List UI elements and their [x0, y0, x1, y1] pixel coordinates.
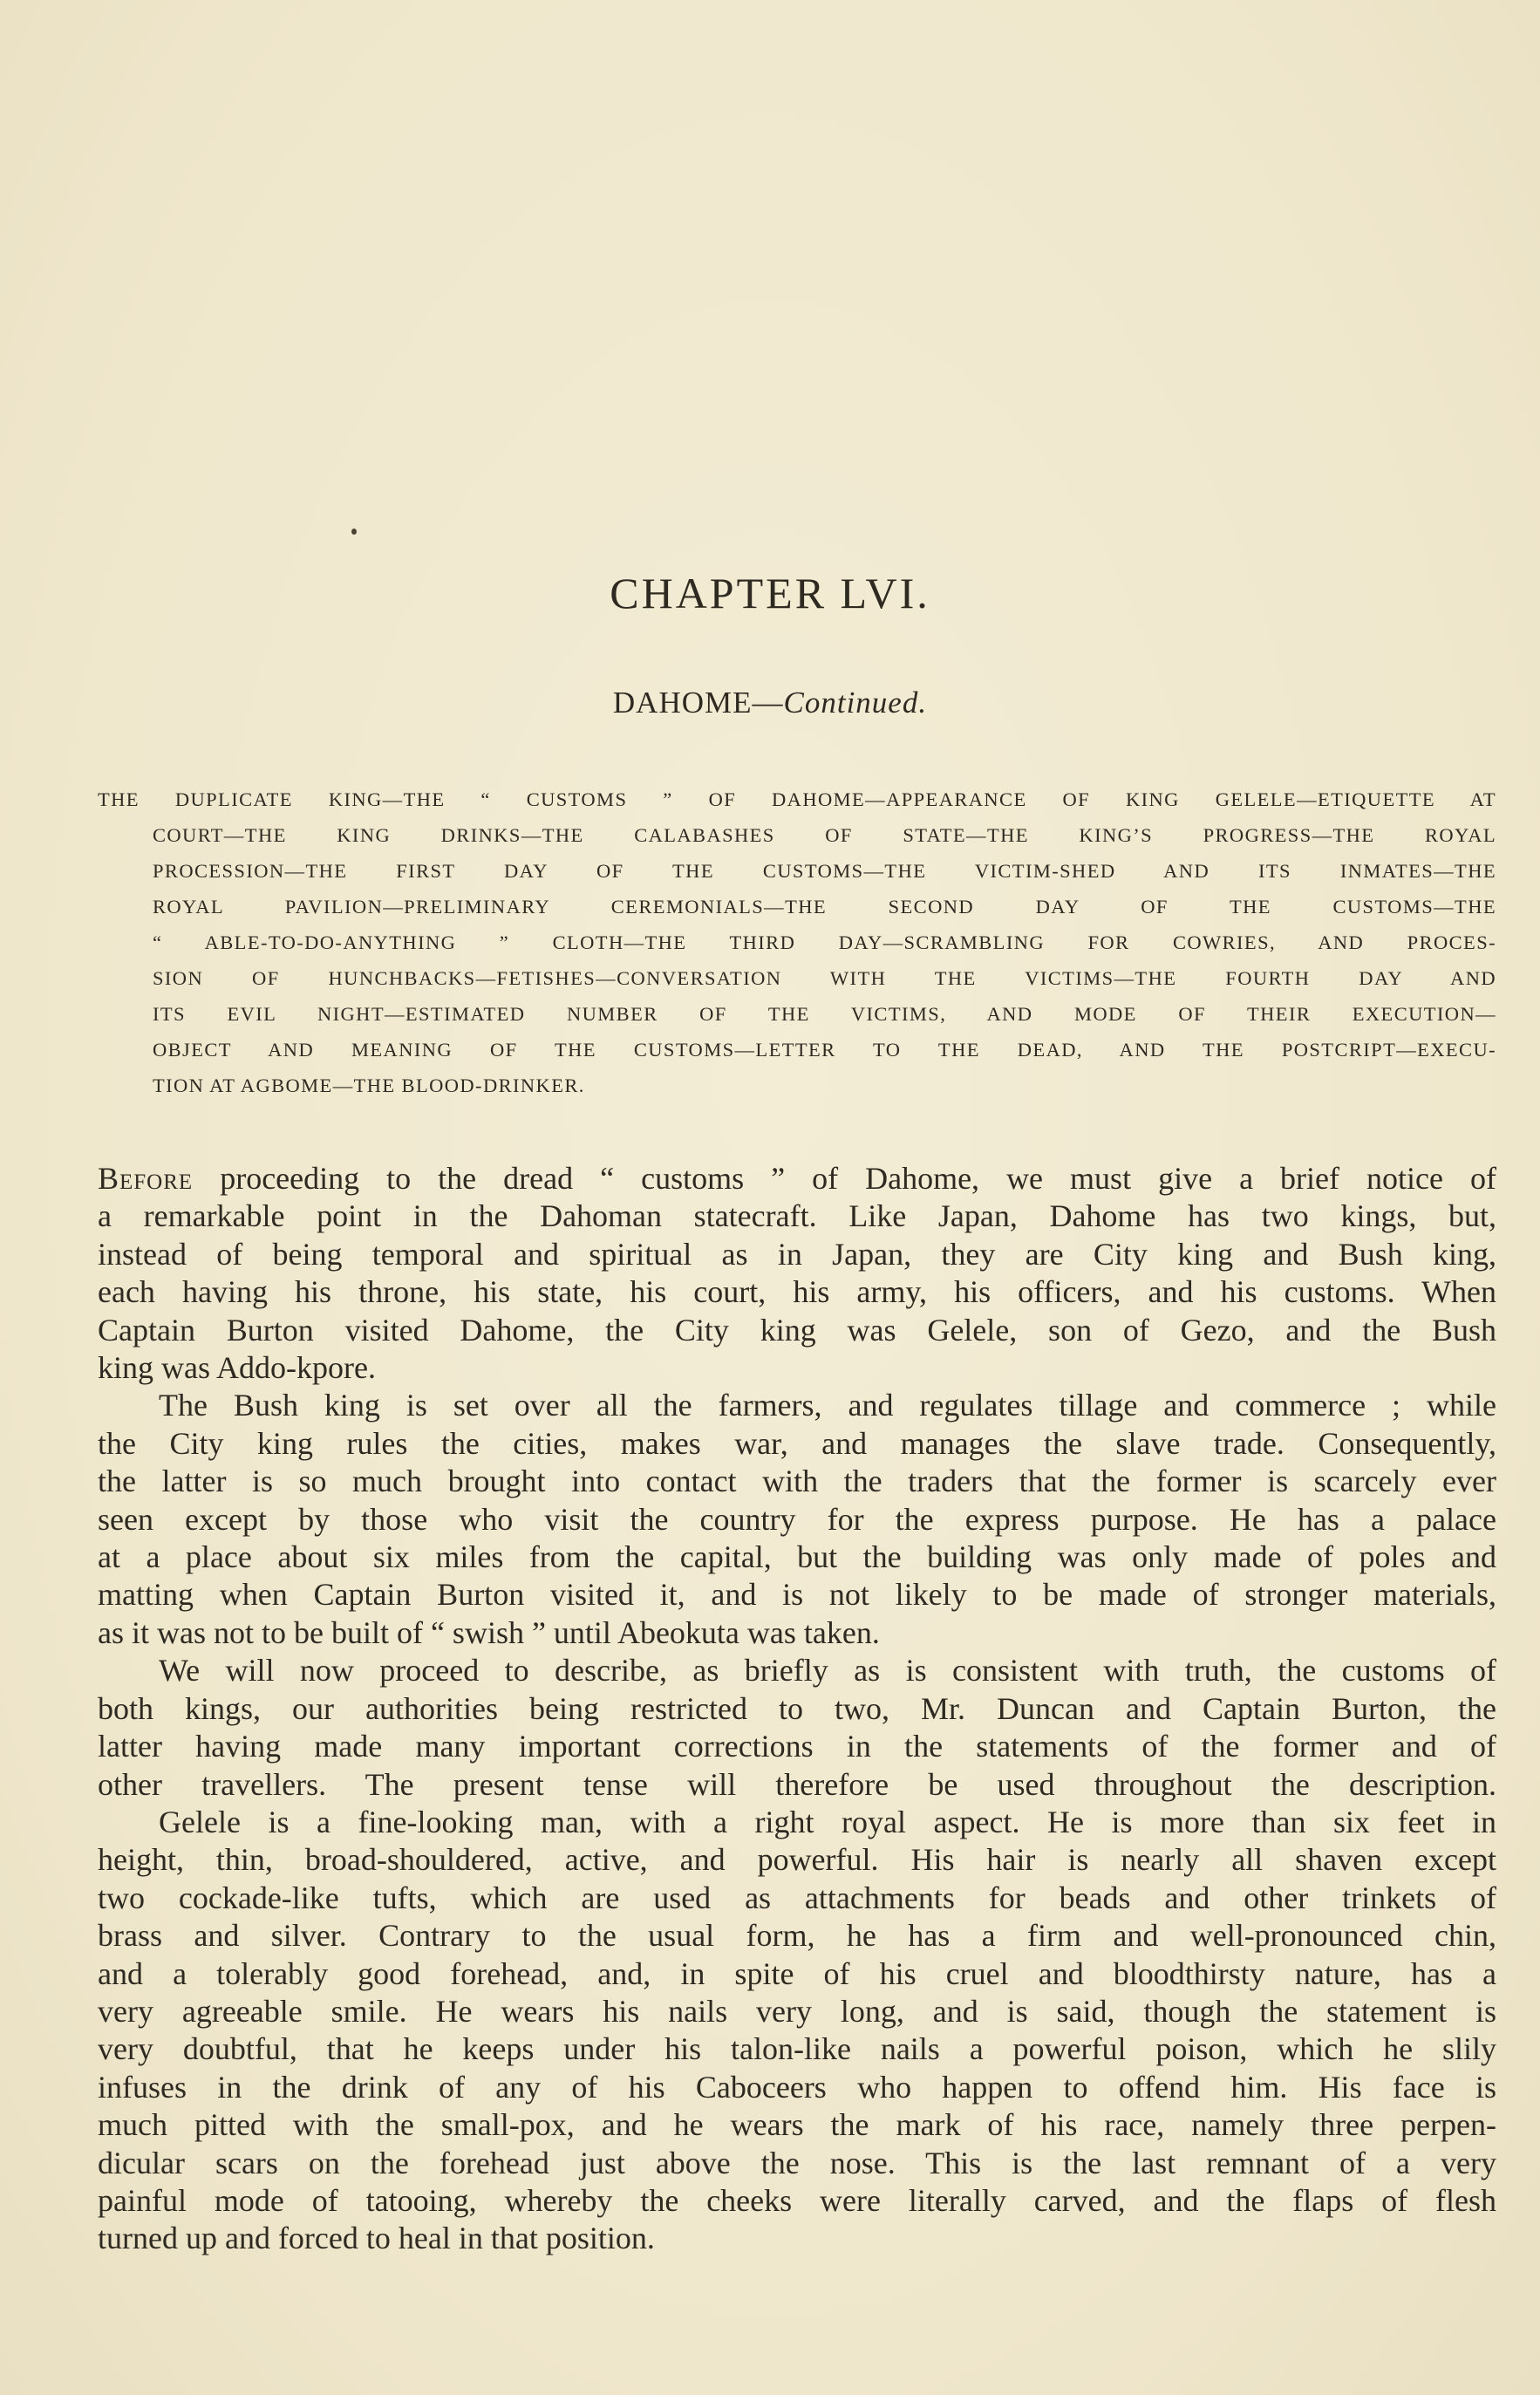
drop-word: Before	[98, 1161, 194, 1196]
chapter-subtitle	[0, 684, 1540, 722]
body-line: other travellers. The present tense will therefore be used throughout the description.	[98, 1766, 1496, 1802]
body-line: dicular scars on the forehead just above the nose. This is the last remnant of a very	[98, 2145, 1496, 2180]
subtitle-continued: Continued.	[783, 686, 928, 720]
synopsis-line: TION AT AGBOME—THE BLOOD-DRINKER.	[153, 1075, 585, 1096]
body-line: latter having made many important corrections in the statements of the former and of	[98, 1729, 1496, 1764]
synopsis-line: COURT—THE KING DRINKS—THE CALABASHES OF STATE—THE KING’S PROGRESS—THE ROYAL	[153, 824, 1496, 846]
body-line: height, thin, broad-shouldered, active, and powerful. His hair is nearly all shaven except	[98, 1842, 1496, 1878]
chapter-synopsis	[98, 781, 1496, 1103]
synopsis-line: PROCESSION—THE FIRST DAY OF THE CUSTOMS—THE VICTIM-SHED AND ITS INMATES—THE	[153, 860, 1496, 882]
body-line: a remarkable point in the Dahoman statecraft. Like Japan, Dahome has two kings, but,	[98, 1198, 1496, 1234]
synopsis-line: ITS EVIL NIGHT—ESTIMATED NUMBER OF THE VICTIMS, AND MODE OF THEIR EXECUTION—	[153, 1003, 1496, 1025]
synopsis-line: OBJECT AND MEANING OF THE CUSTOMS—LETTER TO THE DEAD, AND THE POSTCRIPT—EXECU-	[153, 1039, 1496, 1061]
body-line: two cockade-like tufts, which are used as attachments for beads and other trinkets of	[98, 1880, 1496, 1915]
synopsis-line: SION OF HUNCHBACKS—FETISHES—CONVERSATION WITH THE VICTIMS—THE FOURTH DAY AND	[153, 967, 1496, 989]
body-line: The Bush king is set over all the farmers, and regulates tillage and commerce ; while	[159, 1388, 1496, 1423]
body-line: both kings, our authorities being restricted to two, Mr. Duncan and Captain Burton, the	[98, 1690, 1496, 1726]
body-line-text: proceeding to the dread “ customs ” of Dahome, we must give a brief notice of	[193, 1161, 1496, 1196]
body-line: Captain Burton visited Dahome, the City king was Gelele, son of Gezo, and the Bush	[98, 1312, 1496, 1348]
subtitle-main: DAHOME—	[612, 686, 784, 720]
body-text	[98, 1160, 1496, 2258]
synopsis-line: THE DUPLICATE KING—THE “ CUSTOMS ” OF DAHOME—APPEARANCE OF KING GELELE—ETIQUETTE AT	[98, 788, 1496, 810]
body-line: instead of being temporal and spiritual as in Japan, they are City king and Bush king,	[98, 1236, 1496, 1272]
body-line: matting when Captain Burton visited it, and is not likely to be made of stronger materials,	[98, 1577, 1496, 1613]
body-line: very doubtful, that he keeps under his talon-like nails a powerful poison, which he slily	[98, 2031, 1496, 2067]
body-line: each having his throne, his state, his court, his army, his officers, and his customs. When	[98, 1274, 1496, 1310]
ink-speck	[351, 529, 357, 535]
synopsis-line: ROYAL PAVILION—PRELIMINARY CEREMONIALS—THE SECOND DAY OF THE CUSTOMS—THE	[153, 896, 1496, 918]
body-line: the latter is so much brought into contact with the traders that the former is scarcely ever	[98, 1464, 1496, 1499]
chapter-heading: CHAPTER LVI.	[610, 569, 930, 618]
body-line: infuses in the drink of any of his Caboceers who happen to offend him. His face is	[98, 2069, 1496, 2105]
body-line: seen except by those who visit the country for the express purpose. He has a palace	[98, 1501, 1496, 1537]
body-line: much pitted with the small-pox, and he wears the mark of his race, namely three perpen-	[98, 2107, 1496, 2143]
body-line: turned up and forced to heal in that position.	[98, 2221, 655, 2256]
body-line: painful mode of tatooing, whereby the cheeks were literally carved, and the flaps of flesh	[98, 2182, 1496, 2218]
body-line: king was Addo-kpore.	[98, 1350, 376, 1386]
body-line: and a tolerably good forehead, and, in spite of his cruel and bloodthirsty nature, has a	[98, 1955, 1496, 1991]
body-line: We will now proceed to describe, as briefly as is consistent with truth, the customs of	[159, 1653, 1496, 1689]
body-line: very agreeable smile. He wears his nails very long, and is said, though the statement is	[98, 1993, 1496, 2029]
body-line: as it was not to be built of “ swish ” until Abeokuta was taken.	[98, 1614, 880, 1650]
body-line: the City king rules the cities, makes war, and manages the slave trade. Consequently,	[98, 1425, 1496, 1461]
body-line	[98, 1160, 1496, 1198]
body-line: brass and silver. Contrary to the usual form, he has a firm and well-pronounced chin,	[98, 1918, 1496, 1954]
body-line: Gelele is a fine-looking man, with a right royal aspect. He is more than six feet in	[159, 1804, 1496, 1839]
body-line: at a place about six miles from the capital, but the building was only made of poles and	[98, 1539, 1496, 1575]
synopsis-line: “ ABLE-TO-DO-ANYTHING ” CLOTH—THE THIRD DAY—SCRAMBLING FOR COWRIES, AND PROCES-	[153, 931, 1496, 953]
